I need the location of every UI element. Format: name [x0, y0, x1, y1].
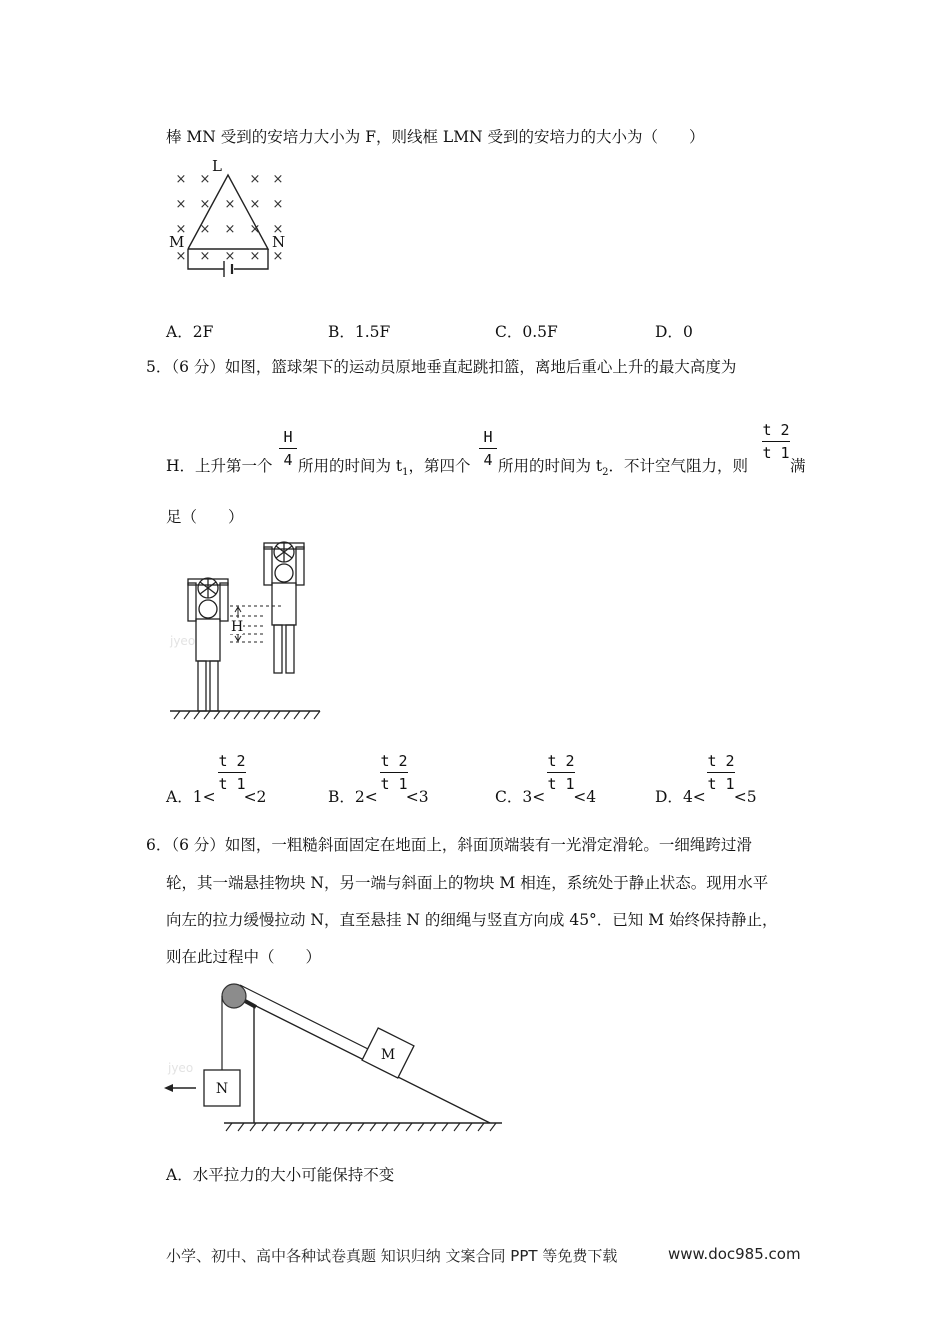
q5-line3: 足（ ） — [166, 508, 244, 526]
field-mark: × — [175, 222, 187, 237]
field-mark: × — [272, 197, 284, 212]
field-mark: × — [249, 222, 261, 237]
q5-line2-b: 所用的时间为 $t_1$，第四个 — [298, 457, 471, 479]
q6-line4: 则在此过程中（ ） — [166, 948, 322, 966]
q4-stem-tail: 棒 MN 受到的安培力大小为 F，则线框 LMN 受到的安培力的大小为（ ） — [166, 128, 705, 146]
q6-number: 6． — [146, 836, 172, 854]
q5-line1: 5．（6 分）如图，篮球架下的运动员原地垂直起跳扣篮，离地后重心上升的最大高度为 — [146, 358, 737, 376]
footer-left: 小学、初中、高中各种试卷真题 知识归纳 文案合同 PPT 等免费下载 — [166, 1247, 618, 1265]
q4-option-c[interactable]: C．0.5F — [495, 323, 558, 341]
q6-figure — [160, 975, 510, 1135]
q5-option-d[interactable]: D．4< <5 — [655, 788, 757, 806]
field-mark: × — [175, 172, 187, 187]
field-mark: × — [272, 172, 284, 187]
q5-option-c-frac: t 2 t 1 — [547, 752, 575, 793]
q6-option-a[interactable]: A．水平拉力的大小可能保持不变 — [166, 1166, 395, 1184]
frac-h-over-4-second: H 4 — [479, 428, 497, 469]
q6-line1: 6．（6 分）如图，一粗糙斜面固定在地面上，斜面顶端装有一光滑定滑轮。一细绳跨过滑 — [146, 836, 752, 854]
q5-option-b-frac: t 2 t 1 — [380, 752, 408, 793]
field-mark: × — [199, 197, 211, 212]
q4-option-b[interactable]: B．1.5F — [328, 323, 391, 341]
q5-line2-a: H．上升第一个 — [166, 457, 273, 475]
q5-option-a[interactable]: A．1< <2 — [166, 788, 267, 806]
field-mark: × — [199, 172, 211, 187]
q5-option-d-frac: t 2 t 1 — [707, 752, 735, 793]
field-mark: × — [175, 249, 187, 264]
q4-figure — [160, 155, 300, 285]
frac-h-over-4: H 4 — [279, 428, 297, 469]
field-mark: × — [199, 222, 211, 237]
frac-t2-over-t1: t 2 t 1 — [762, 421, 790, 462]
field-mark: × — [249, 172, 261, 187]
q4-option-a[interactable]: A．2F — [166, 323, 214, 341]
field-mark: × — [249, 197, 261, 212]
q5-number: 5． — [146, 358, 172, 376]
field-mark: × — [224, 249, 236, 264]
label-L: L — [212, 157, 222, 175]
label-H: H — [231, 619, 244, 635]
q4-option-d[interactable]: D．0 — [655, 323, 693, 341]
q5-option-b[interactable]: B．2< <3 — [328, 788, 429, 806]
q5-line2-f: 满 — [790, 457, 806, 475]
q5-figure — [166, 535, 326, 720]
pulley — [222, 984, 246, 1008]
q5-option-c[interactable]: C．3< <4 — [495, 788, 597, 806]
field-mark: × — [224, 222, 236, 237]
rope-to-m — [240, 985, 372, 1051]
footer-link[interactable]: www.doc985.com — [668, 1245, 801, 1263]
q5-option-a-frac: t 2 t 1 — [218, 752, 246, 793]
field-mark: × — [249, 249, 261, 264]
watermark: jyeo — [168, 1061, 194, 1075]
label-M: M — [169, 233, 185, 251]
field-mark: × — [272, 222, 284, 237]
label-N: N — [215, 1081, 229, 1097]
q5-line2-d: 所用的时间为 $t_2$．不计空气阻力，则 — [498, 457, 749, 479]
q6-line3: 向左的拉力缓慢拉动 N，直至悬挂 N 的细绳与竖直方向成 45°．已知 M 始终保持静止， — [166, 911, 778, 929]
label-N: N — [272, 233, 286, 251]
field-mark: × — [272, 249, 284, 264]
athlete-jumping — [264, 542, 304, 673]
svg-text:M: M — [380, 1047, 396, 1063]
field-mark: × — [224, 197, 236, 212]
force-arrowhead — [164, 1084, 173, 1092]
watermark: jyeo — [170, 634, 196, 648]
q6-line2: 轮，其一端悬挂物块 N，另一端与斜面上的物块 M 相连，系统处于静止状态。现用水平 — [166, 874, 769, 892]
block-m — [362, 1028, 414, 1078]
field-mark: × — [199, 249, 211, 264]
field-mark: × — [175, 197, 187, 212]
